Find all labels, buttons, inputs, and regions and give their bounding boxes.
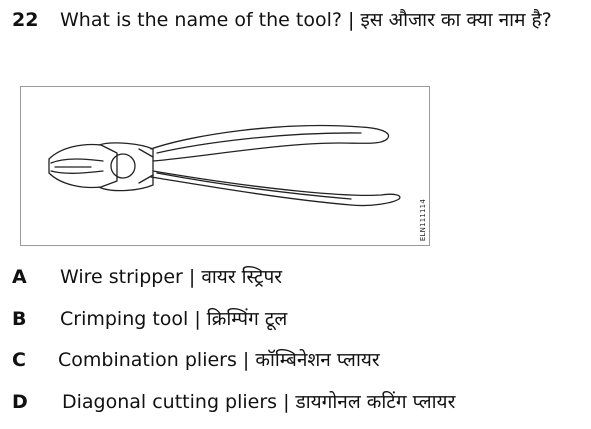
tool-figure: [20, 86, 430, 246]
question-text: What is the name of the tool? | इस औजार का क्या नाम है?: [60, 9, 552, 31]
figure-code: ELN111114: [419, 198, 427, 241]
option-d[interactable]: [12, 388, 455, 416]
option-letter: D: [12, 391, 28, 413]
option-b[interactable]: [12, 305, 287, 333]
option-a[interactable]: [12, 263, 282, 291]
question-number: 22: [12, 9, 39, 31]
option-text: Combination pliers | कॉम्बिनेशन प्लायर: [58, 349, 380, 371]
option-letter: C: [12, 349, 26, 371]
option-letter: B: [12, 308, 27, 330]
option-text: Diagonal cutting pliers | डायगोनल कटिंग प्लायर: [62, 391, 456, 413]
option-letter: A: [12, 266, 27, 288]
option-text: Crimping tool | क्रिम्पिंग टूल: [60, 308, 288, 330]
option-text: Wire stripper | वायर स्ट्रिपर: [60, 266, 283, 288]
question: [12, 4, 582, 36]
pliers-illustration: [21, 87, 429, 245]
option-c[interactable]: [12, 346, 380, 374]
